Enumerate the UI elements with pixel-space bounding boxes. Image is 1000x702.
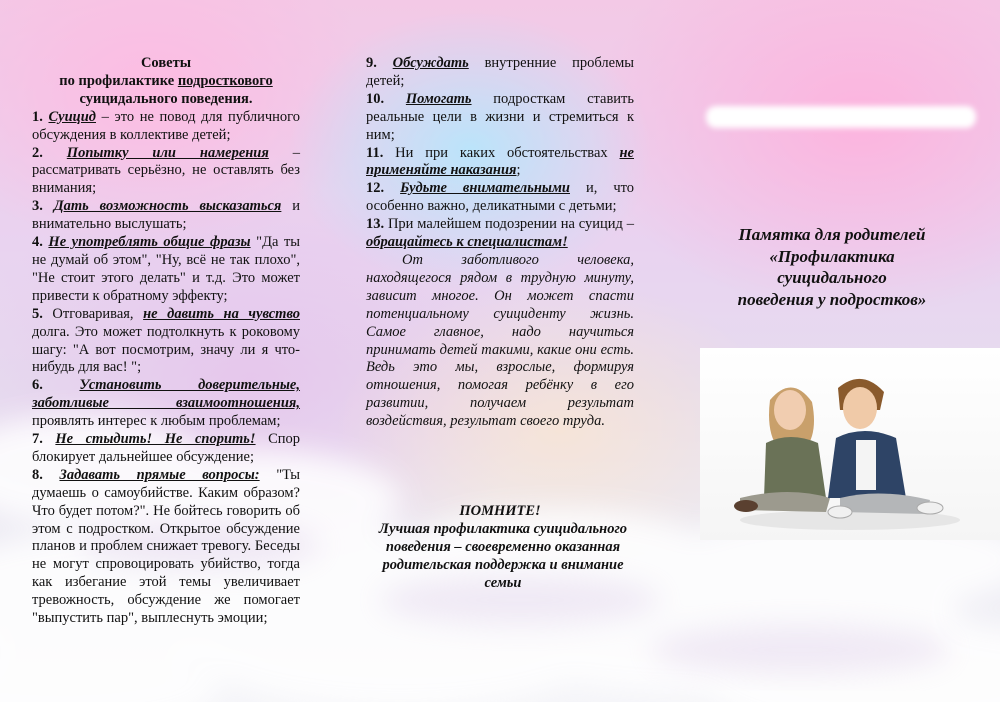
tip-emphasis: Установить доверительные, заботливые взаимоотношения, [32,377,300,412]
tip-6 [32,377,300,431]
heading-line1: Советы [140,55,192,71]
title-line4: поведения у подростков» [737,289,927,309]
title-line2: «Профилактика [769,246,895,266]
tip-text: – это не повод для публичного обсуждения в коллективе детей; [32,108,300,143]
tips-column-middle [366,55,634,431]
tip-text: подросткам ставить реальные цели в жизни и стремиться к ним; [366,90,635,143]
tip-12 [366,180,634,216]
tip-text: – рассматривать серьёзно, не оставлять без внимания; [32,144,301,197]
tip-emphasis: Обсуждать [392,55,469,71]
tip-text: "Ты думаешь о самоубийстве. Каким образом? Что будет потом?". Не бойтесь говорить об этом с подростком. Открытое обсуждение планов и проблем снижает тревогу. Беседы не могут спровоцировать убийство, тогда как избегание этой темы увеличивает тревожность, обсуждение же помогает "выпустить пар", выплеснуть эмоции; [32,466,301,627]
tip-prefix: При малейшем подозрении на суицид – [384,216,634,233]
tip-4 [32,234,300,306]
tip-text: внутренние проблемы детей; [366,55,634,89]
heading-line2-underlined: подросткового [177,72,273,89]
tip-emphasis: обращайтесь к специалистам! [366,234,568,251]
tip-5 [32,306,300,378]
tip-prefix: Отговаривая, [42,305,144,322]
heading-line2: по профилактике [59,72,178,89]
tip-7 [32,431,300,467]
tip-emphasis: Не стыдить! Не спорить! [55,431,256,448]
tip-8 [32,467,300,628]
tip-number: 5. [32,305,43,322]
blurred-header-bar [706,106,976,128]
tip-emphasis: Будьте внимательными [400,180,570,197]
tip-number: 6. [32,377,43,394]
tip-emphasis: Дать возможность высказаться [53,198,282,215]
brochure-title [712,224,952,310]
tip-3 [32,198,300,234]
title-line3: суицидального [777,268,887,287]
tip-1 [32,109,300,145]
tip-11 [366,145,634,181]
tip-emphasis: Не употреблять общие фразы [48,234,251,251]
tip-2 [32,145,300,199]
tip-emphasis: не давить на чувство [143,305,300,322]
tips-column-left [32,55,300,628]
tip-text: и, что особенно важно, деликатными с детьми; [366,180,635,215]
tip-prefix: Ни при каких обстоятельствах [383,144,620,161]
remember-text: Лучшая профилактика суицидального поведения – своевременно оказанная родительская поддержка и внимание семьи [378,521,628,591]
tip-number: 4. [32,234,43,251]
tips-heading [32,55,300,109]
tip-number: 13. [366,216,385,233]
teenagers-photo-icon [700,348,1000,540]
tip-emphasis: Помогать [405,90,472,107]
tip-10 [366,91,634,145]
tip-text: долга. Это может подтолкнуть к роковому шагу: "А вот посмотрим, значу ли я что-нибудь для вас! "; [32,323,300,376]
italic-paragraph: От заботливого человека, находящегося рядом в трудную минуту, зависит многое. Он может спасти потенциальному суициденту жизнь. Самое главное, надо научиться принимать детей такими, какие они есть. Ведь это мы, взрослые, формируя отношения, помогая ребёнку в его развитии, получаем результат воздействия, результат своего труда. [366,251,634,430]
tip-number: 2. [32,144,43,161]
teenagers-photo [700,348,1000,540]
tip-13 [366,216,634,252]
tip-number: 11. [366,144,384,161]
tip-number: 9. [366,55,377,71]
tip-emphasis: Суицид [48,108,96,125]
tip-9 [366,55,634,91]
tip-number: 7. [32,431,43,448]
tip-emphasis: Задавать прямые вопросы: [59,466,260,483]
tip-number: 8. [32,466,43,483]
remember-title: ПОМНИТЕ! [459,503,541,519]
tip-number: 1. [32,108,43,125]
tip-emphasis: не применяйте наказания [366,144,634,179]
title-line1: Памятка для родителей [738,225,926,244]
tip-text: и внимательно выслушать; [32,198,301,233]
tip-text: ; [516,162,521,179]
heading-line3: суицидального поведения. [79,90,253,107]
tip-number: 10. [366,90,385,107]
tip-text: "Да ты не думай об этом", "Ну, всё не так плохо", "Не стоит этого делать" и т.д. Это может привести к обратному эффекту; [32,234,301,304]
tip-text: проявлять интерес к любым проблемам; [32,413,281,430]
tip-number: 3. [32,198,43,215]
tip-text: Спор блокирует дальнейшее обсуждение; [32,431,301,465]
tip-number: 12. [366,180,385,197]
tip-emphasis: Попытку или намерения [66,144,269,161]
